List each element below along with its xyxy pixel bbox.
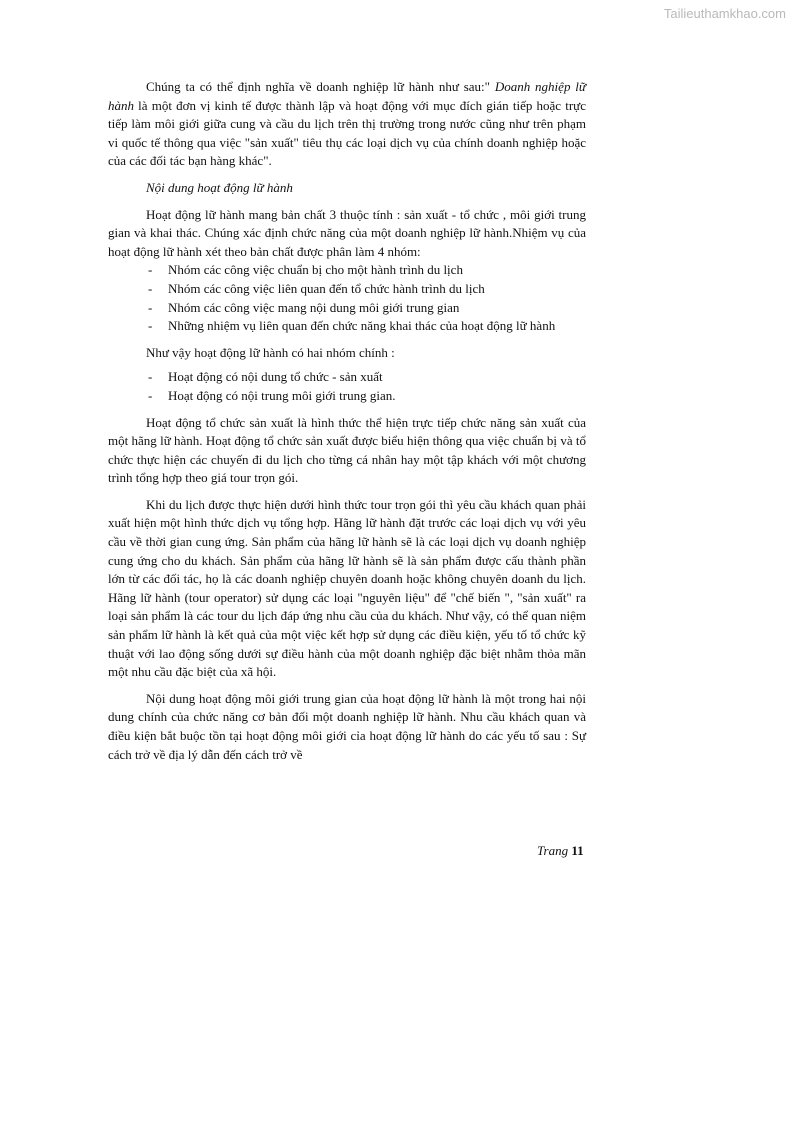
activity-group-list [108,368,586,405]
task-group-list [108,261,586,335]
page-content [108,78,586,764]
page-footer [537,843,584,859]
paragraph-intermediary: Nội dung hoạt động môi giới trung gian của hoạt động lữ hành là một trong hai nội dung chính của chức năng cơ bản đối một doanh nghiệp lữ hành. Nhu cầu khách quan và điều kiện bắt buộc tồn tại hoạt động môi giới cỉa hoạt động lữ hành do các yếu tố sau : Sự cách trở về địa lý dẫn đến cách trở về [108,690,586,762]
list-item: - Nhóm các công việc mang nội dung môi giới trung gian [108,299,586,318]
watermark: Tailieuthamkhao.com [663,6,786,21]
page-label: Trang [537,843,569,858]
list-item: - Những nhiệm vụ liên quan đến chức năng khai thác của hoạt động lữ hành [108,317,586,336]
paragraph-attributes: Hoạt động lữ hành mang bản chất 3 thuộc tính : sản xuất - tổ chức , môi giới trung gian và khai thác. Chúng xác định chức năng của một doanh nghiệp lữ hành.Nhiệm vụ của hoạt động lữ hành xét theo bản chất được phân làm 4 nhóm: [108,206,586,259]
paragraph-definition [108,78,586,171]
paragraph-two-groups: Như vậy hoạt động lữ hành có hai nhóm chính : [146,344,395,360]
paragraph-definition-lead: Chúng ta có thể định nghĩa về doanh nghiệp lữ hành như sau:" [146,79,495,94]
list-item: - Hoạt động có nội trung môi giới trung gian. [108,387,586,406]
list-item: - Nhóm các công việc chuẩn bị cho một hành trình du lịch [108,261,586,280]
list-item: - Hoạt động có nội dung tổ chức - sản xuất [108,368,586,387]
list-item: - Nhóm các công việc liên quan đến tổ chức hành trình du lịch [108,280,586,299]
paragraph-production: Hoạt động tổ chức sản xuất là hình thức thể hiện trực tiếp chức năng sản xuất của một hãng lữ hành. Hoạt động tổ chức sản xuất được biểu hiện thông qua việc chuẩn bị và tổ chức thực hiện các chuyến đi du lịch cho từng cá nhân hay một tập khách với một chương trình tổng hợp theo giá tour trọn gói. [108,414,586,486]
paragraph-definition-rest: là một đơn vị kinh tế được thành lập và hoạt động với mục đích gián tiếp hoặc trực tiếp làm môi giới giữa cung và cầu du lịch trên thị trường trong nước cũng như trên phạm vi quốc tế thông qua việc "sản xuất" tiêu thụ các loại dịch vụ của chính doanh nghiệp hoặc của các đối tác bạn hàng khác". [108,97,586,169]
page-number: 11 [571,843,584,858]
paragraph-package-tour: Khi du lịch được thực hiện dưới hình thức tour trọn gói thì yêu cầu khách quan phải xuất hiện một hình thức dịch vụ tổng hợp. Hãng lữ hành đặt trước các loại dịch vụ với yêu cầu về thời gian cung ứng. Sản phẩm của hãng lữ hành sẽ là các loại dịch vụ doanh nghiệp cung ứng cho du khách. Sản phẩm của hãng lữ hành sẽ là sản phẩm được cấu thành phần lớn từ các đối tác, họ là các doanh nghiệp chuyên doanh hoặc không chuyên doanh du lịch. Hãng lữ hành (tour operator) sử dụng các loại "nguyên liệu" để "chế biến ", "sản xuất" ra loại sản phẩm là các tour du lịch đáp ứng nhu cầu của du khách. Như vậy, có thể quan niệm sản phẩm lữ hành là kết quả của một việc kết hợp sử dụng các điều kiện, yếu tố tổ chức kỹ thuật với lao động sống dưới sự điều hành của một doanh nghiệp đặc biệt nhằm thỏa mãn một nhu cầu đặc biệt của xã hội. [108,496,586,680]
section-heading: Nội dung hoạt động lữ hành [146,179,293,195]
paragraph-definition-term: Doanh nghiệp lữ hành [108,79,586,113]
